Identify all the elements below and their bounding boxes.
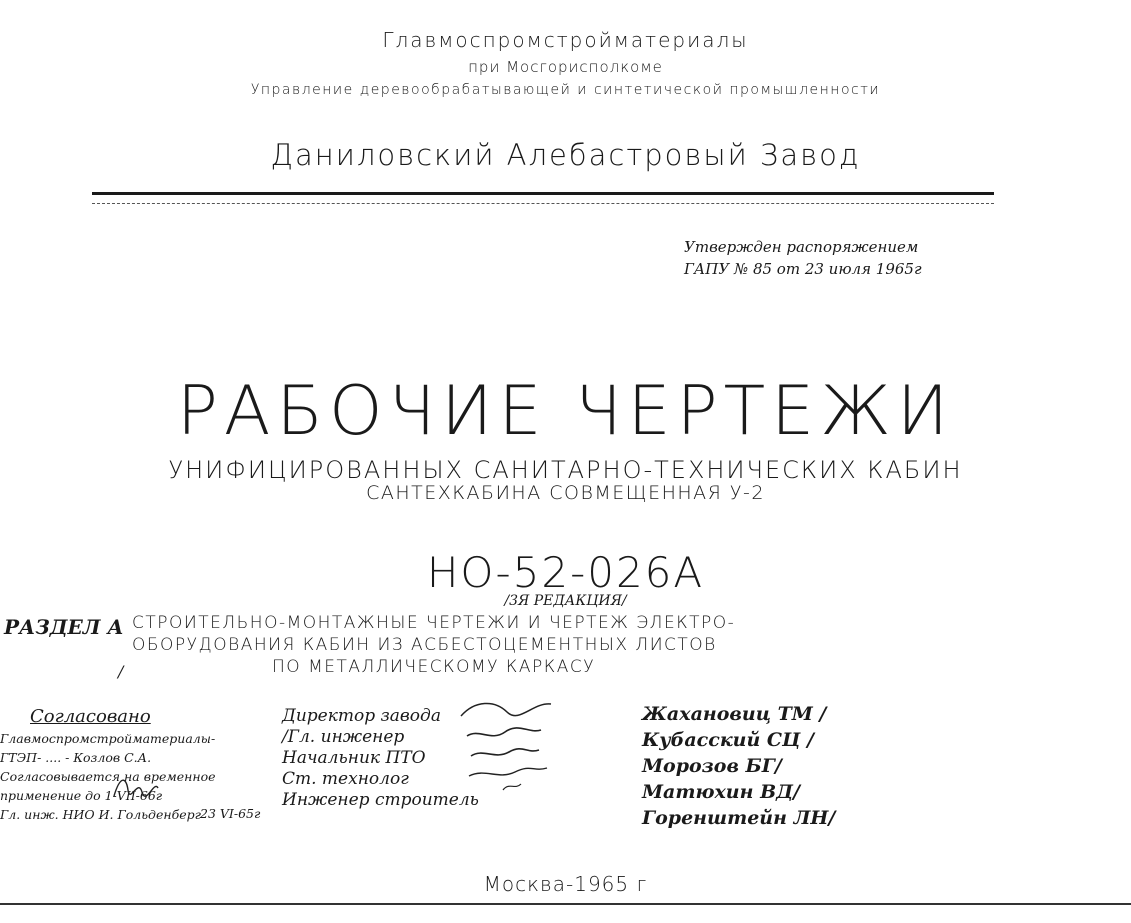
signer-1: Жахановиц ТМ / bbox=[642, 703, 827, 725]
signer-3: Морозов БГ/ bbox=[642, 755, 782, 777]
org-name: Главмоспромстройматериалы bbox=[382, 28, 749, 52]
agreed-line2: ГТЭП- .... - Козлов С.А. bbox=[0, 750, 152, 765]
agreed-block bbox=[0, 729, 216, 824]
header-divider bbox=[92, 192, 994, 195]
agreed-line3: Согласовывается на временное bbox=[0, 769, 216, 784]
factory-name: Даниловский Алебастровый Завод bbox=[270, 138, 861, 172]
document-code: НО-52-026А bbox=[426, 548, 705, 597]
page-bottom-border bbox=[0, 903, 1131, 905]
approval-line1: Утвержден распоряжением bbox=[684, 238, 919, 256]
position-chief-engineer: /Гл. инженер bbox=[282, 727, 405, 747]
section-label: РАЗДЕЛ А bbox=[4, 615, 124, 639]
department-name: Управление деревообрабатывающей и синтетической промышленности bbox=[250, 82, 881, 98]
agreed-line5: Гл. инж. НИО И. Гольденберг bbox=[0, 807, 201, 822]
signer-5: Горенштейн ЛН/ bbox=[642, 807, 836, 829]
section-slash: / bbox=[118, 662, 124, 681]
approval-note bbox=[684, 236, 922, 280]
position-head-pto: Начальник ПТО bbox=[282, 748, 426, 768]
city-year: Москва-1965 г bbox=[483, 872, 648, 896]
signer-4: Матюхин ВД/ bbox=[642, 781, 800, 803]
section-desc-line1: СТРОИТЕЛЬНО-МОНТАЖНЫЕ ЧЕРТЕЖИ И ЧЕРТЕЖ ЭЛЕКТРО- bbox=[132, 613, 736, 633]
agreed-line1: Главмоспромстройматериалы- bbox=[0, 731, 216, 746]
section-desc-line3: ПО МЕТАЛЛИЧЕСКОМУ КАРКАСУ bbox=[272, 657, 596, 677]
document-subtitle: УНИФИЦИРОВАННЫХ САНИТАРНО-ТЕХНИЧЕСКИХ КАБИН bbox=[168, 456, 963, 484]
document-title: РАБОЧИЕ ЧЕРТЕЖИ bbox=[176, 372, 955, 451]
document-subtitle-2: САНТЕХКАБИНА СОВМЕЩЕННАЯ У-2 bbox=[366, 482, 765, 504]
agreed-date: 23 VI-65г bbox=[200, 806, 261, 821]
org-subline: при Мосгорисполкоме bbox=[468, 58, 663, 76]
header-divider-thin bbox=[92, 203, 994, 204]
agreed-line4: применение до 1-VII-66г bbox=[0, 788, 163, 803]
agreed-title: Согласовано bbox=[30, 706, 151, 727]
position-director: Директор завода bbox=[282, 706, 441, 726]
positions-list bbox=[282, 706, 479, 811]
approval-line2: ГАПУ № 85 от 23 июля 1965г bbox=[684, 260, 922, 278]
position-civil-engineer: Инженер строитель bbox=[282, 790, 479, 810]
section-desc-line2: ОБОРУДОВАНИЯ КАБИН ИЗ АСБЕСТОЦЕМЕНТНЫХ ЛИСТОВ bbox=[132, 635, 717, 655]
signature-agreed bbox=[110, 772, 162, 802]
edition-label: /3Я РЕДАКЦИЯ/ bbox=[504, 593, 627, 609]
signers-list bbox=[642, 701, 835, 831]
position-technologist: Ст. технолог bbox=[282, 769, 409, 789]
signer-2: Кубасский СЦ / bbox=[642, 729, 814, 751]
section-description bbox=[132, 612, 735, 678]
